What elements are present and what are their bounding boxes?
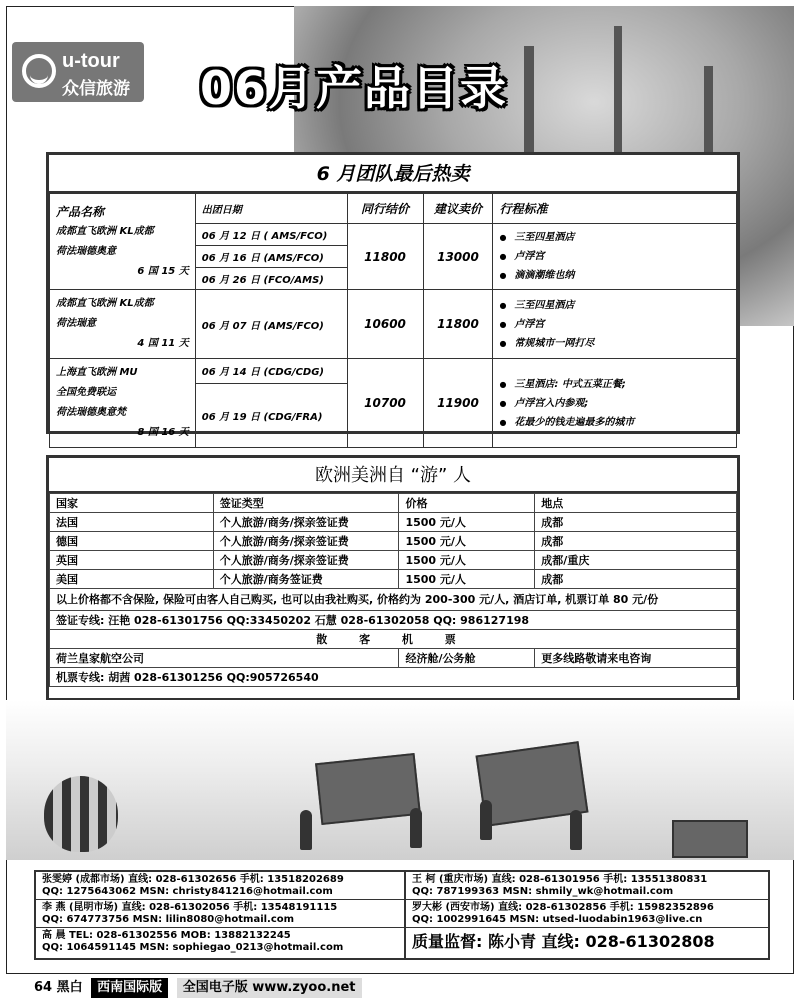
tour-date: 06 月 26 日 (FCO/AMS) (195, 268, 347, 290)
contact-entry (36, 928, 404, 956)
visa-price: 1500 元/人 (399, 532, 535, 551)
standard-item: ● 三星酒店: 中式五菜正餐; (499, 375, 730, 394)
header-standard: 行程标准 (493, 194, 737, 224)
standard-item: ● 卢浮宫 (499, 247, 730, 266)
peer-price: 11800 (347, 224, 423, 290)
visa-price: 1500 元/人 (399, 570, 535, 589)
person-figure (570, 810, 582, 850)
product-line: 全国免费联运 (56, 387, 116, 398)
quality-supervision: 质量监督: 陈小青 直线: 028-61302808 (412, 932, 715, 951)
contacts-box (34, 870, 770, 960)
cabin-class: 经济舱/公务舱 (399, 649, 535, 668)
banner-sign-image (672, 820, 748, 858)
visa-price: 1500 元/人 (399, 513, 535, 532)
product-cell (50, 290, 196, 359)
product-line: 成都直飞欧洲 KL成都 (56, 225, 154, 237)
contact-line: 王 柯 (重庆市场) 直线: 028-61301956 手机: 13551380831 (412, 874, 708, 885)
hot-air-balloon-image (44, 776, 118, 852)
standard-item: ● 三至四星酒店 (499, 296, 730, 315)
contact-line: 高 晨 TEL: 028-61302556 MOB: 13882132245 (42, 930, 291, 941)
standard-item: ● 花最少的钱走遍最多的城市 (499, 413, 730, 432)
suggested-price: 13000 (423, 224, 493, 290)
visa-country: 德国 (50, 532, 214, 551)
standard-item: ● 三至四星酒店 (499, 228, 730, 247)
tour-date: 06 月 19 日 (CDG/FRA) (195, 383, 347, 447)
contact-entry (36, 872, 404, 900)
ticket-header: 散 客 机 票 (50, 630, 737, 649)
contact-line: QQ: 674773756 MSN: lilin8080@hotmail.com (42, 914, 295, 925)
peer-price: 10600 (347, 290, 423, 359)
website-link[interactable]: 全国电子版 www.zyoo.net (177, 978, 362, 998)
visa-location: 成都 (535, 532, 737, 551)
contact-line: 张雯婷 (成都市场) 直线: 028-61302656 手机: 13518202689 (42, 874, 344, 885)
tour-date: 06 月 14 日 (CDG/CDG) (195, 359, 347, 384)
visa-type: 个人旅游/商务/探亲签证费 (213, 532, 399, 551)
visa-title: 欧洲美洲自 “游” 人 (49, 458, 737, 493)
contact-entry (406, 872, 768, 900)
standard-cell (493, 359, 737, 448)
contact-line: QQ: 1064591145 MSN: sophiegao_0213@hotmail.com (42, 942, 344, 953)
visa-hotline: 签证专线: 汪艳 028-61301756 QQ:33450202 石慧 028-61302058 QQ: 986127198 (50, 611, 737, 630)
standard-item: ● 卢浮宫 (499, 315, 730, 334)
header-product: 产品名称 (56, 204, 105, 219)
contact-line: QQ: 1275643062 MSN: christy841216@hotmail.com (42, 886, 333, 897)
page-footer (34, 978, 362, 998)
product-duration: 6 国 15 天 (137, 265, 189, 277)
person-figure (410, 808, 422, 848)
header-location: 地点 (535, 494, 737, 513)
tour-date: 06 月 12 日 ( AMS/FCO) (195, 224, 347, 246)
standard-cell (493, 224, 737, 290)
contact-line: QQ: 1002991645 MSN: utsed-luodabin1963@live.cn (412, 914, 703, 925)
contact-line: 罗大彬 (西安市场) 直线: 028-61302856 手机: 15982352896 (412, 902, 714, 913)
header-date: 出团日期 (195, 194, 347, 224)
visa-type: 个人旅游/商务/探亲签证费 (213, 513, 399, 532)
price-note: 以上价格都不含保险, 保险可由客人自己购买, 也可以由我社购买, 价格约为 200-300 元/人, 酒店订单, 机票订单 80 元/份 (50, 589, 737, 611)
hot-sale-box (46, 152, 740, 438)
hot-sale-title: 6 月团队最后热卖 (49, 155, 737, 193)
product-duration: 8 国 16 天 (137, 427, 189, 438)
suggested-price: 11900 (423, 359, 493, 448)
contact-line: 李 燕 (昆明市场) 直线: 028-61302056 手机: 13548191115 (42, 902, 338, 913)
tour-date: 06 月 16 日 (AMS/FCO) (195, 246, 347, 268)
logo-english: u-tour (62, 50, 120, 72)
contact-entry (36, 900, 404, 928)
contact-entry (406, 900, 768, 928)
peer-price: 10700 (347, 359, 423, 448)
visa-location: 成都 (535, 513, 737, 532)
visa-country: 美国 (50, 570, 214, 589)
smile-icon (22, 54, 56, 88)
header-peer-price: 同行结价 (347, 194, 423, 224)
airline-name: 荷兰皇家航空公司 (50, 649, 399, 668)
utour-logo (12, 42, 144, 102)
standard-item: ● 卢浮宫入内参观; (499, 394, 730, 413)
page-title: 06月产品目录 (200, 61, 509, 115)
standard-item: ● 滴滴潮维也纳 (499, 266, 730, 285)
person-figure (480, 800, 492, 840)
more-routes: 更多线路敬请来电咨询 (535, 649, 737, 668)
product-line: 荷法瑞德奥意 (56, 245, 116, 257)
header-price: 价格 (399, 494, 535, 513)
visa-table (49, 493, 737, 687)
standard-item: ● 常规城市一网打尽 (499, 334, 730, 353)
visa-box (46, 455, 740, 701)
colosseum-sign-image (315, 753, 421, 825)
contacts-left (36, 872, 406, 958)
standard-cell (493, 290, 737, 359)
header-suggested-price: 建议卖价 (423, 194, 493, 224)
suggested-price: 11800 (423, 290, 493, 359)
product-duration: 4 国 11 天 (137, 338, 189, 349)
contacts-right (406, 872, 768, 958)
visa-location: 成都/重庆 (535, 551, 737, 570)
product-cell (50, 194, 196, 290)
visa-location: 成都 (535, 570, 737, 589)
product-cell (50, 359, 196, 448)
edition-badge: 西南国际版 (91, 978, 168, 998)
hot-sale-table (49, 193, 737, 448)
visa-country: 英国 (50, 551, 214, 570)
contact-line: QQ: 787199363 MSN: shmily_wk@hotmail.com (412, 886, 674, 897)
person-figure (300, 810, 312, 850)
logo-chinese: 众信旅游 (62, 79, 130, 99)
visa-type: 个人旅游/商务/探亲签证费 (213, 551, 399, 570)
visa-country: 法国 (50, 513, 214, 532)
visa-price: 1500 元/人 (399, 551, 535, 570)
visa-type: 个人旅游/商务签证费 (213, 570, 399, 589)
product-line: 荷法瑞意 (56, 318, 96, 329)
product-line: 荷法瑞德奥意梵 (56, 407, 126, 418)
header-country: 国家 (50, 494, 214, 513)
product-line: 上海直飞欧洲 MU (56, 367, 138, 378)
tour-date: 06 月 07 日 (AMS/FCO) (195, 290, 347, 359)
page-number: 64 黑白 (34, 980, 83, 995)
header-visa-type: 签证类型 (213, 494, 399, 513)
product-line: 成都直飞欧洲 KL成都 (56, 298, 154, 309)
ticket-hotline: 机票专线: 胡茜 028-61301256 QQ:905726540 (50, 668, 737, 687)
